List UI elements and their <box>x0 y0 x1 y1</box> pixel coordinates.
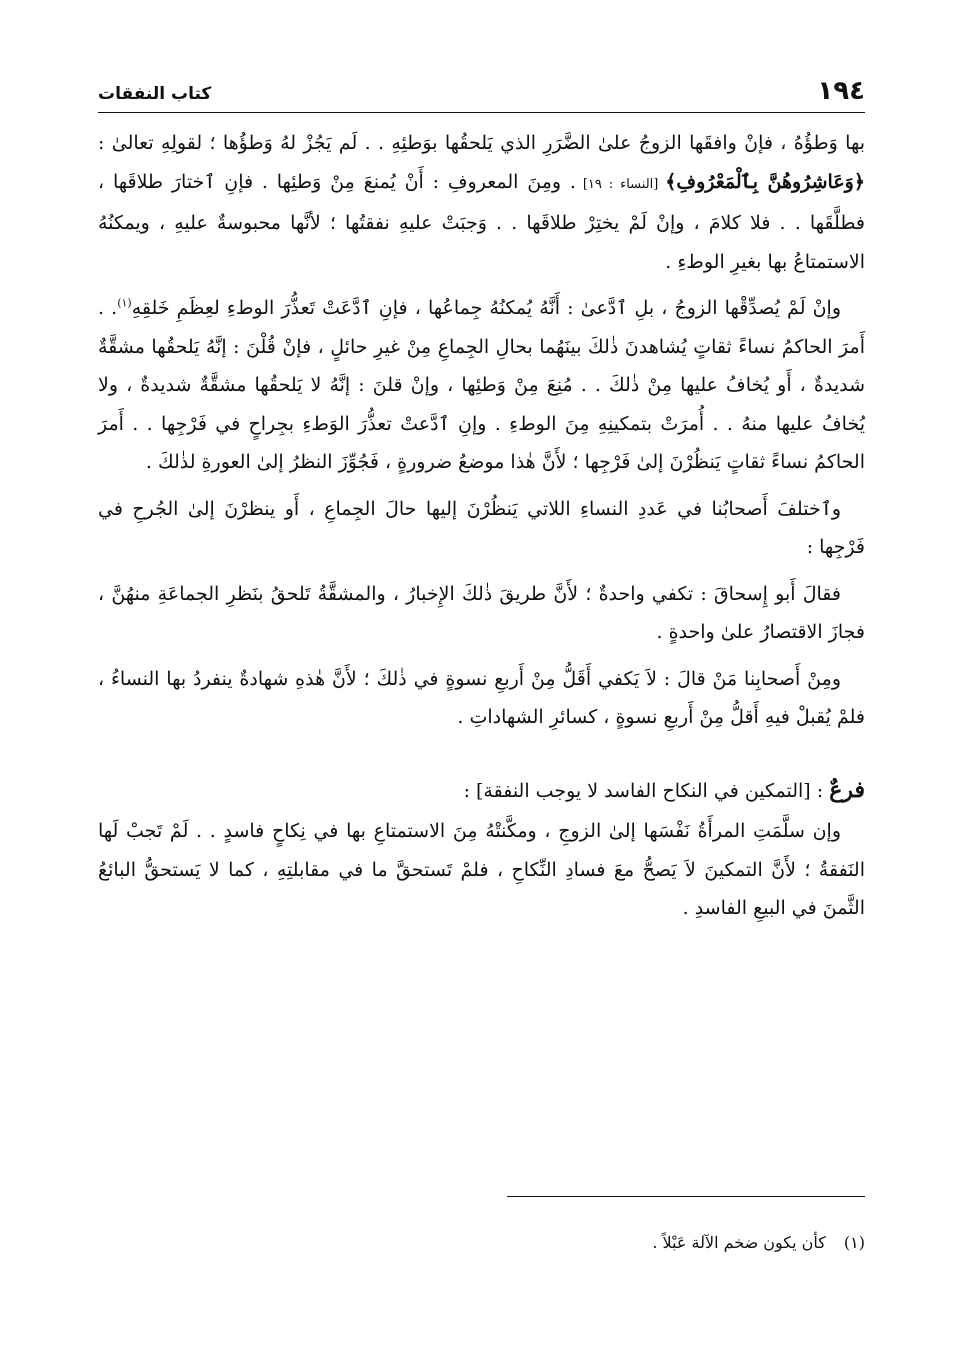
header-divider <box>98 112 865 113</box>
page-header <box>98 72 865 106</box>
footnote-marker: (١) <box>117 296 132 310</box>
page-number: ١٩٤ <box>817 76 865 106</box>
footnote-divider <box>507 1196 865 1197</box>
paragraph-2 <box>98 289 865 482</box>
quran-verse: ﴿وَعَاشِرُوهُنَّ بِٱلْمَعْرُوفِ﴾ <box>665 170 865 193</box>
paragraph-4: فقالَ أَبو إِسحاقَ : تكفي واحدةٌ ؛ لأَنَّ طريقَ ذٰلكَ الإِخبارُ ، والمشقَّةُ تَلحقُ بنَظرِ الجماعَةِ منهُنَّ ، فجازَ الاقتصارُ علىٰ واحدةٍ . <box>98 582 865 643</box>
quran-citation: [النساء : ١٩] <box>575 176 666 192</box>
section-paragraph: وإن سلَّمَتِ المرأَةُ نَفْسَها إلىٰ الزوجِ ، ومكَّنتْهُ مِنَ الاستمتاعِ بها في نِكاحٍ فاسدٍ . . لَمْ تَجبْ لَها النَفقةُ ؛ لأَنَّ التمكينَ لاَ يَصحُّ معَ فسادِ النِّكاحِ ، فلمْ تَستحقَّ ما في مقابلتِهِ ، كما لا يَستحقُّ البائعُ الثَّمنَ في البيعِ الفاسدِ . <box>98 820 865 919</box>
section-label: فرعٌ <box>829 776 865 803</box>
paragraph-1-text-a: بها وَطؤُهُ ، فإنْ وافقَها الزوجُ علىٰ الضَّرَرِ الذي يَلحقُها بوَطئِهِ . . لَم يَجُزْ لهُ وَطؤُها ؛ لقولِهِ تعالىٰ : <box>98 132 865 154</box>
paragraph-1-text-b: . ومِنَ المعروفِ : أَنْ يُمنعَ مِنْ وَطئِها . فإنِ ٱختارَ طلاقَها ، فطلَّقَها . . فلا كلامَ ، وإنْ لَمْ يختِرْ طلاقَها . . وَجبَتْ عليهِ نفقتُها ؛ لأنَّها محبوسةٌ عليهِ ، ويمكنُهُ الاستمتاعُ بها بغيرِ الوطءِ . <box>98 170 865 273</box>
section-heading <box>98 771 865 811</box>
paragraph-2-text-a: وإنْ لَمْ يُصدِّقْها الزوجُ ، بلِ ٱدَّعىٰ : أَنَّهُ يُمكنُهُ جِماعُها ، فإنِ ٱدَّعَتْ تَعذُّرَ الوطءِ لعِظَمِ خَلقِهِ <box>131 297 841 319</box>
footnote <box>98 1229 865 1257</box>
paragraph-5: ومِنْ أَصحابِنا مَنْ قالَ : لاَ يَكفي أَقَلُّ مِنْ أَربعِ نسوةٍ في ذٰلكَ ؛ لأَنَّ هٰذهِ شهادةٌ ينفردُ بها النساءُ ، فلمْ يُقبلْ فيهِ أَقلُّ مِنْ أَربعِ نسوةٍ ، كسائرِ الشهاداتِ . <box>98 667 865 728</box>
paragraph-3: وٱختلفَ أَصحابُنا في عَددِ النساءِ اللاتي يَنظُرْنَ إليها حالَ الجِماعِ ، أَو ينظرْنَ إلىٰ الجُرحِ في فَرْجِها : <box>98 497 865 558</box>
paragraph-2-text-b: . . أَمرَ الحاكمُ نساءً ثقاتٍ يُشاهدنَ ذٰلكَ بينَهُما بحالِ الجِماعِ مِنْ غيرِ حائلٍ ، فإنْ قُلْنَ : إنَّهُ يَلحقُها مشقَّةٌ شديدةٌ ، أَو يُخافُ عليها مِنْ ذٰلكَ . . مُنِعَ مِنْ وَطئِها ، وإنْ قلنَ : إنَّهُ لا يَلحقُها مشقَّةٌ شديدةٌ ، ولا يُخافُ عليها منهُ . . أُمرَتْ بتمكينِهِ مِنَ الوطءِ . وإنِ ٱدَّعتْ تعذُّرَ الوَطءِ بجِراحٍ في فَرْجِها . . أَمرَ الحاكمُ نساءً ثقاتٍ يَنظُرْنَ إلىٰ فَرْجِها ؛ لأَنَّ هٰذا موضعُ ضرورةٍ ، فَجُوِّزَ النظرُ إلىٰ العورةِ لذٰلكَ . <box>98 297 865 473</box>
running-title: كتاب النفقات <box>98 84 212 104</box>
footnote-text: كأن يكون ضخم الآلة عَبْلاً . <box>652 1233 826 1252</box>
section-title: : [التمكين في النكاح الفاسد لا يوجب النفقة] : <box>463 779 830 802</box>
main-text <box>98 124 865 936</box>
paragraph-1 <box>98 124 865 281</box>
footnote-number: (١) <box>843 1233 865 1252</box>
